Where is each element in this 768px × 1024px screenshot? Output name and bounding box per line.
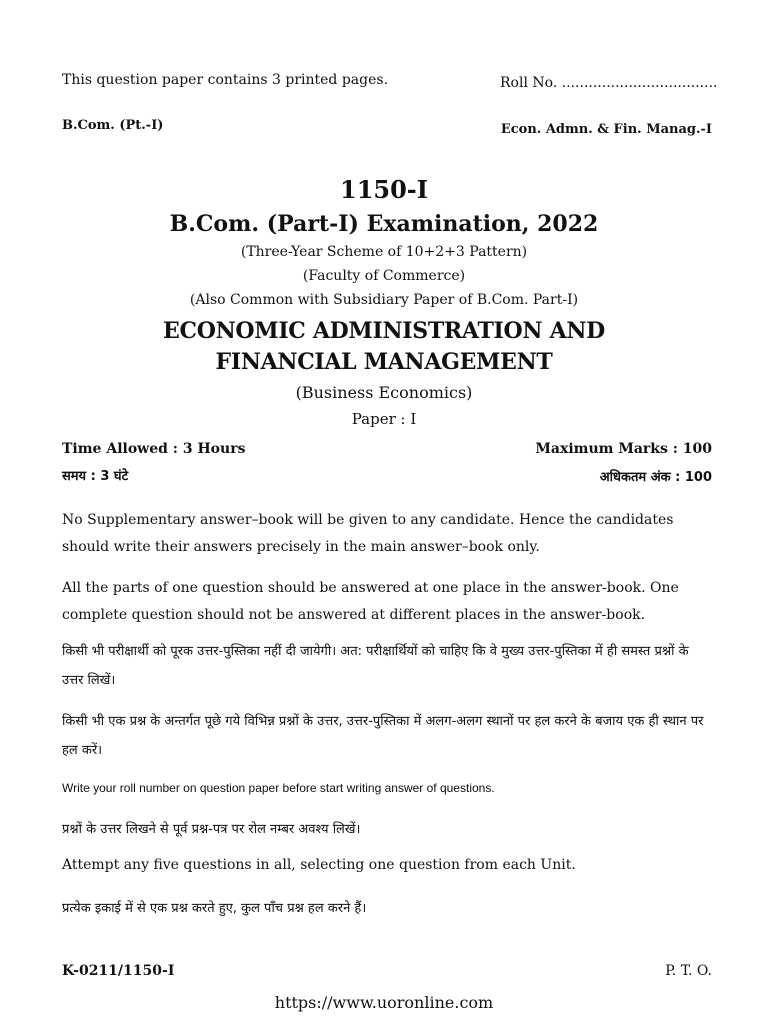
time-allowed-hindi: समय : 3 घंटे bbox=[62, 469, 129, 484]
paper-number: Paper : I bbox=[351, 410, 417, 428]
instruction-supplementary-hindi: किसी भी परीक्षार्थी को पूरक उत्तर-पुस्तिका नहीं दी जायेगी। अत: परीक्षार्थियों को चाहिए कि वे मुख्य उत्तर-पुस्तिका में ही समस्त प्रश्नों के उत्तर लिखें। bbox=[62, 644, 689, 688]
course-short: B.Com. (Pt.-I) bbox=[62, 118, 164, 133]
time-allowed: Time Allowed : 3 Hours bbox=[62, 441, 246, 457]
instruction-roll-number-hindi: प्रश्नों के उत्तर लिखने से पूर्व प्रश्न-पत्र पर रोल नम्बर अवश्य लिखें। bbox=[62, 822, 361, 837]
subject-title-line1: ECONOMIC ADMINISTRATION AND bbox=[163, 318, 605, 344]
subject-short: Econ. Admn. & Fin. Manag.-I bbox=[500, 122, 712, 137]
instruction-one-place-hindi: किसी भी एक प्रश्न के अन्तर्गत पूछे गये विभिन्न प्रश्नों के उत्तर, उत्तर-पुस्तिका में अलग-अलग स्थानों पर हल करने के बजाय एक ही स्थान पर हल करें। bbox=[62, 714, 704, 758]
paper-code: 1150-I bbox=[340, 175, 428, 204]
subject-subtitle: (Business Economics) bbox=[295, 383, 473, 402]
pages-note: This question paper contains 3 printed pages. bbox=[62, 72, 389, 88]
maximum-marks-hindi: अधिकतम अंक : 100 bbox=[599, 470, 712, 485]
common-note: (Also Common with Subsidiary Paper of B.Com. Part-I) bbox=[189, 292, 579, 308]
instruction-supplementary: No Supplementary answer–book will be given to any candidate. Hence the candidates should write their answers precisely in the main answer–book only. bbox=[62, 512, 674, 555]
instruction-attempt-five-hindi: प्रत्येक इकाई में से एक प्रश्न करते हुए, कुल पाँच प्रश्न हल करने हैं। bbox=[62, 901, 367, 916]
subject-title-line2: FINANCIAL MANAGEMENT bbox=[215, 349, 553, 375]
scheme-note: (Three-Year Scheme of 10+2+3 Pattern) bbox=[240, 244, 528, 260]
faculty-note: (Faculty of Commerce) bbox=[302, 268, 466, 284]
exam-title: B.Com. (Part-I) Examination, 2022 bbox=[169, 211, 599, 237]
please-turn-over: P. T. O. bbox=[665, 963, 712, 979]
maximum-marks: Maximum Marks : 100 bbox=[535, 441, 712, 457]
instruction-one-place: All the parts of one question should be answered at one place in the answer-book. One complete question should not be answered at different places in the answer-book. bbox=[62, 580, 679, 623]
source-url: https://www.uoronline.com bbox=[274, 993, 494, 1012]
instruction-roll-number: Write your roll number on question paper before start writing answer of questions. bbox=[62, 781, 495, 795]
footer-code: K-0211/1150-I bbox=[62, 963, 175, 979]
roll-number-field: Roll No. ................................... bbox=[500, 75, 718, 91]
instruction-attempt-five: Attempt any five questions in all, selecting one question from each Unit. bbox=[62, 857, 576, 873]
